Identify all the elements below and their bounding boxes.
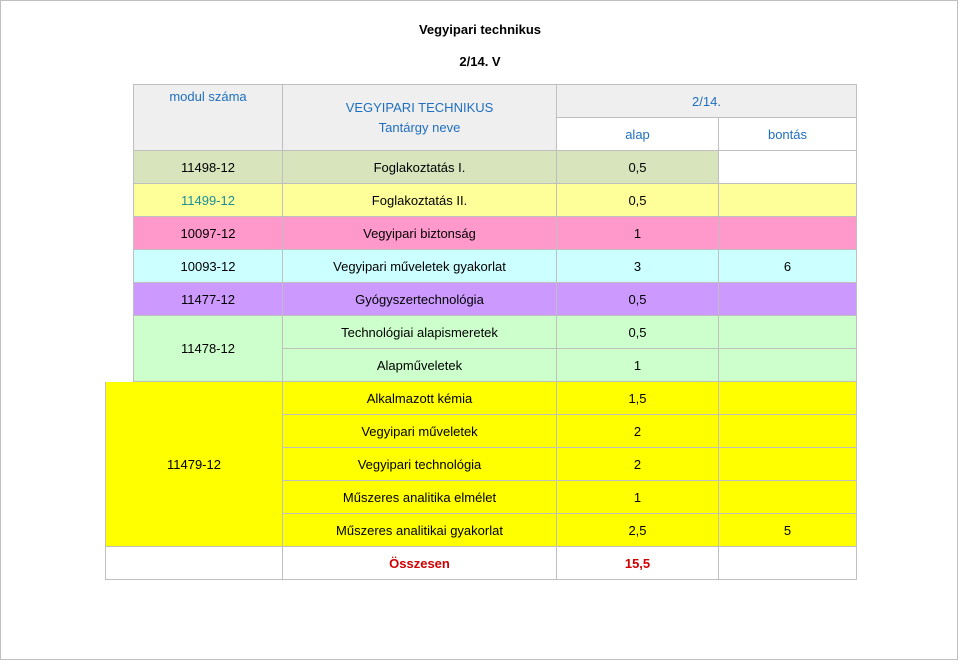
module-number-header: modul száma	[133, 84, 283, 151]
table-row-module: 11498-12	[133, 151, 283, 184]
table-row-bontas: 6	[719, 250, 857, 283]
table-row-subject: Foglakoztatás I.	[283, 151, 557, 184]
table-row-alap: 1	[557, 349, 719, 382]
table-row-alap: 1	[557, 217, 719, 250]
table-row-alap: 2	[557, 415, 719, 448]
table-row-bontas	[719, 349, 857, 382]
table-row-alap: 2	[557, 448, 719, 481]
table-row-subject: Műszeres analitika elmélet	[283, 481, 557, 514]
table-row-subject: Vegyipari műveletek gyakorlat	[283, 250, 557, 283]
table-row-bontas	[719, 415, 857, 448]
table-row-alap: 1	[557, 481, 719, 514]
table-row-subject: Gyógyszertechnológia	[283, 283, 557, 316]
total-alap: 15,5	[557, 547, 719, 580]
table-row-module: 11478-12	[133, 316, 283, 382]
table-row-bontas	[719, 217, 857, 250]
table-row-alap: 3	[557, 250, 719, 283]
table-row-subject: Alkalmazott kémia	[283, 382, 557, 415]
table-row-bontas	[719, 316, 857, 349]
bontas-header: bontás	[719, 118, 857, 151]
total-bontas	[719, 547, 857, 580]
table-row-alap: 1,5	[557, 382, 719, 415]
table-row-module: 11479-12	[105, 382, 283, 547]
year-header: 2/14.	[557, 84, 857, 118]
table-row-module: 11477-12	[133, 283, 283, 316]
document-subtitle: 2/14. V	[459, 54, 501, 69]
table-row-subject: Technológiai alapismeretek	[283, 316, 557, 349]
table-row-bontas	[719, 184, 857, 217]
table-row-module: 11499-12	[133, 184, 283, 217]
table-row-subject: Vegyipari biztonság	[283, 217, 557, 250]
table-row-alap: 0,5	[557, 151, 719, 184]
total-label: Összesen	[283, 547, 557, 580]
table-row-subject: Műszeres analitikai gyakorlat	[283, 514, 557, 547]
table-row-subject: Alapműveletek	[283, 349, 557, 382]
table-row-subject: Vegyipari műveletek	[283, 415, 557, 448]
table-row-bontas	[719, 382, 857, 415]
table-row-alap: 0,5	[557, 184, 719, 217]
table-row-bontas	[719, 481, 857, 514]
total-row-empty	[105, 547, 283, 580]
table-row-bontas	[719, 448, 857, 481]
subject-subtitle: Tantárgy neve	[378, 119, 461, 135]
table-row-alap: 2,5	[557, 514, 719, 547]
table-row-module: 10093-12	[133, 250, 283, 283]
table-row-bontas	[719, 151, 857, 184]
document-title: Vegyipari technikus	[418, 22, 542, 37]
table-row-subject: Foglakoztatás II.	[283, 184, 557, 217]
table-row-alap: 0,5	[557, 316, 719, 349]
subject-title: VEGYIPARI TECHNIKUS	[345, 99, 494, 115]
table-row-module: 10097-12	[133, 217, 283, 250]
subject-name-header	[283, 84, 557, 151]
table-row-alap: 0,5	[557, 283, 719, 316]
table-row-bontas: 5	[719, 514, 857, 547]
alap-header: alap	[557, 118, 719, 151]
table-row-subject: Vegyipari technológia	[283, 448, 557, 481]
table-row-bontas	[719, 283, 857, 316]
